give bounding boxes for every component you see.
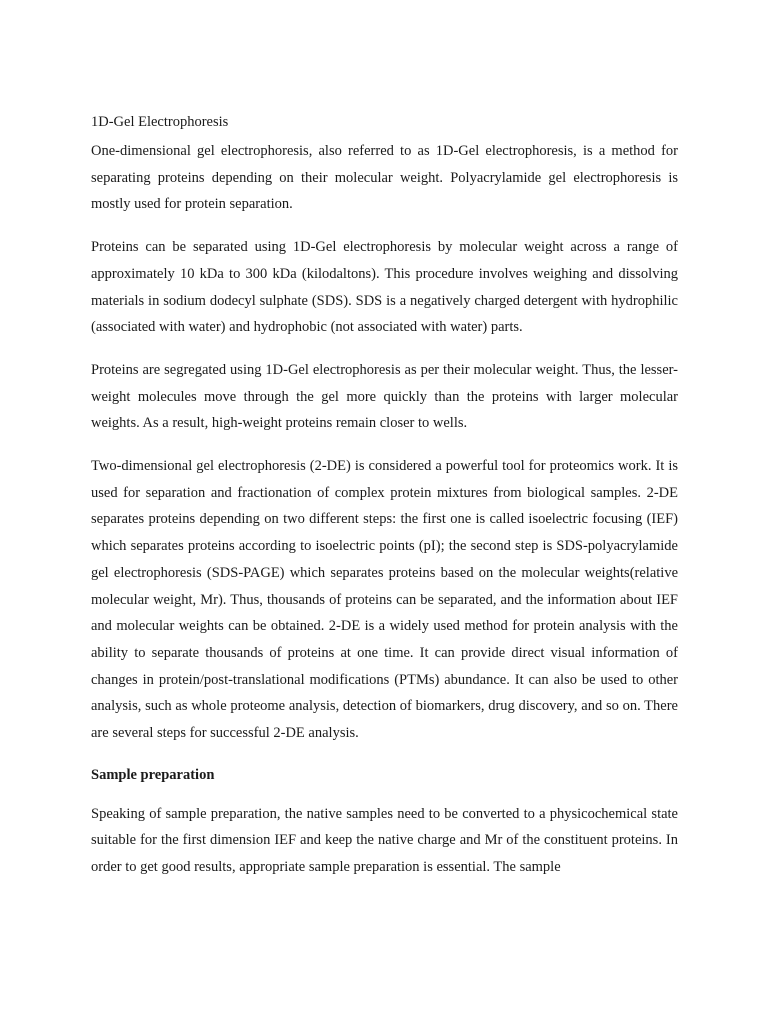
paragraph-1d-gel-segregation: Proteins are segregated using 1D-Gel electrophoresis as per their molecular weight. Thus, the lesser-weight molecules move through the gel more quickly than the proteins with larger molecular weights. As a result, high-weight proteins remain closer to wells. <box>91 361 678 432</box>
paragraph-sample-preparation: Speaking of sample preparation, the native samples need to be converted to a physicochemical state suitable for the first dimension IEF and keep the native charge and Mr of the constituent proteins. In order to get good results, appropriate sample preparation is essential. The sample <box>91 805 678 876</box>
document-page <box>91 110 678 897</box>
section-heading-sample-preparation: Sample preparation <box>91 766 215 783</box>
document-title: 1D-Gel Electrophoresis <box>91 114 229 130</box>
paragraph-2de-overview: Two-dimensional gel electrophoresis (2-DE) is considered a powerful tool for proteomics work. It is used for separation and fractionation of complex protein mixtures from biological samples. 2-DE separates proteins depending on two different steps: the first one is called isoelectric focusing (IEF) which separates proteins according to isoelectric points (pI); the second step is SDS-polyacrylamide gel electrophoresis (SDS-PAGE) which separates proteins based on the molecular weights(relative molecular weight, Mr). Thus, thousands of proteins can be separated, and the information about IEF and molecular weights can be obtained. 2-DE is a widely used method for protein analysis with the ability to separate thousands of proteins at one time. It can provide direct visual information of changes in protein/post-translational modifications (PTMs) abundance. It can also be used to other analysis, such as whole proteome analysis, detection of biomarkers, drug discovery, and so on. There are several steps for successful 2-DE analysis. <box>91 458 678 742</box>
paragraph-1d-gel-intro: One-dimensional gel electrophoresis, also referred to as 1D-Gel electrophoresis, is a method for separating proteins depending on their molecular weight. Polyacrylamide gel electrophoresis is mostly used for protein separation. <box>91 143 678 213</box>
paragraph-1d-gel-range: Proteins can be separated using 1D-Gel electrophoresis by molecular weight across a range of approximately 10 kDa to 300 kDa (kilodaltons). This procedure involves weighing and dissolving materials in sodium dodecyl sulphate (SDS). SDS is a negatively charged detergent with hydrophilic (associated with water) and hydrophobic (not associated with water) parts. <box>91 239 678 336</box>
